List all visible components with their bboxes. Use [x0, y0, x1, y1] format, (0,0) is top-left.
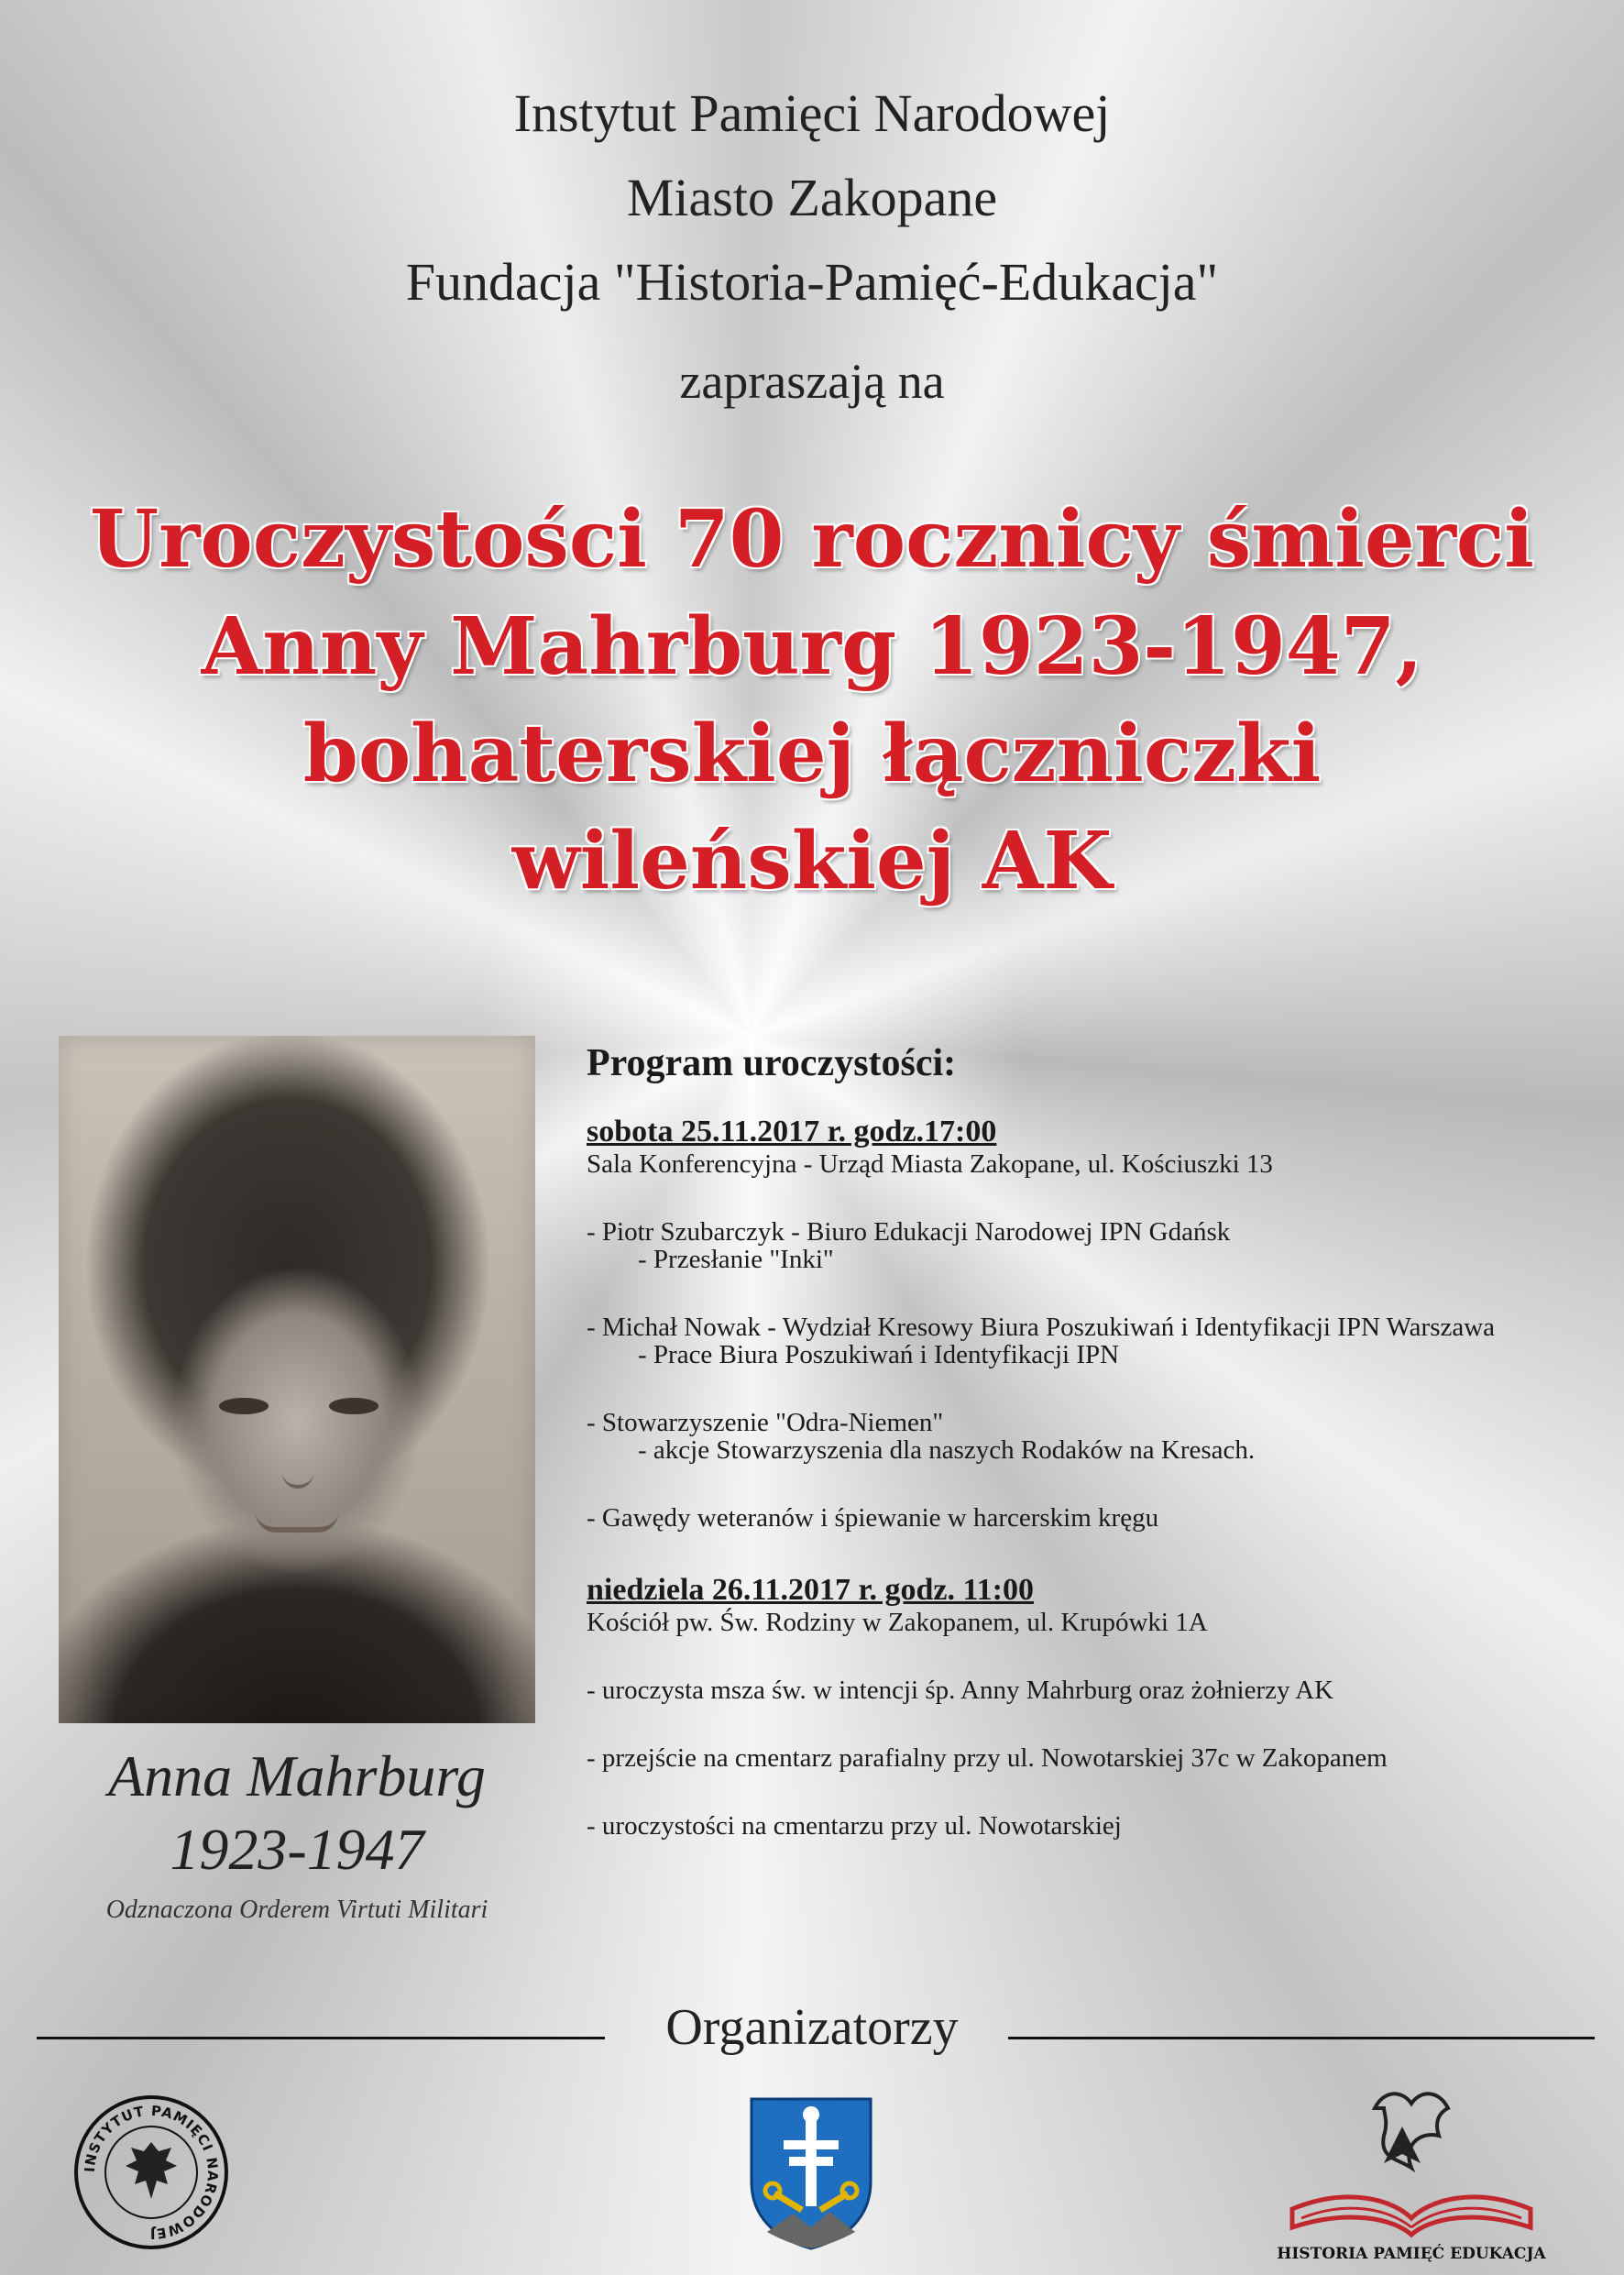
organizer-ipn: Instytut Pamięci Narodowej — [513, 83, 1111, 143]
hpe-foundation-logo-icon — [1265, 2081, 1558, 2264]
portrait-photo — [59, 1036, 535, 1723]
organizers-label: Organizatorzy — [665, 1999, 959, 2056]
photo-eye — [219, 1398, 269, 1414]
day1-item: - Michał Nowak - Wydział Kresowy Biura Poszukiwań i Identyfikacji IPN Warszawa — [587, 1313, 1496, 1342]
portrait-name: Anna Mahrburg — [108, 1743, 486, 1808]
organizers-block — [0, 71, 1624, 324]
zakopane-coat-of-arms-icon — [747, 2094, 875, 2250]
day2-item: - uroczysta msza św. w intencji śp. Anny Mahrburg oraz żołnierzy AK — [587, 1676, 1334, 1705]
day1-place: Sala Konferencyjna - Urząd Miasta Zakopane, ul. Kościuszki 13 — [587, 1149, 1273, 1179]
day2-item: - uroczystości na cmentarzu przy ul. Nowotarskiej — [587, 1811, 1122, 1841]
title-line: wileńskiej AK — [511, 815, 1113, 907]
hpe-logo-text: HISTORIA PAMIĘĆ EDUKACJA — [1277, 2245, 1546, 2263]
portrait-years: 1923-1947 — [170, 1817, 424, 1882]
invite-text: zapraszają na — [679, 354, 945, 409]
photo-nose — [282, 1430, 313, 1489]
organizer-zakopane: Miasto Zakopane — [626, 168, 998, 227]
day1-item: - Gawędy weteranów i śpiewanie w harcerskim kręgu — [587, 1503, 1159, 1533]
day2-date: niedziela 26.11.2017 r. godz. 11:00 — [587, 1573, 1034, 1607]
title-line: Anny Mahrburg 1923-1947, — [201, 600, 1423, 693]
program-heading: Program uroczystości: — [587, 1042, 957, 1084]
day2-item: - przejście na cmentarz parafialny przy ul. Nowotarskiej 37c w Zakopanem — [587, 1743, 1388, 1773]
day1-subitem: - akcje Stowarzyszenia dla naszych Rodaków na Kresach. — [638, 1435, 1256, 1465]
ipn-logo-text: INSTYTUT PAMIĘCI NARODOWEJ — [81, 2102, 222, 2243]
photo-eye — [329, 1398, 379, 1414]
program-section — [587, 1042, 1595, 1841]
day1-subitem: - Prace Biura Poszukiwań i Identyfikacji IPN — [638, 1340, 1120, 1369]
portrait-note: Odznaczona Orderem Virtuti Militari — [105, 1896, 488, 1924]
event-title — [0, 486, 1624, 915]
day1-subitem: - Przesłanie "Inki" — [638, 1245, 834, 1274]
day1-item: - Piotr Szubarczyk - Biuro Edukacji Narodowej IPN Gdańsk — [587, 1217, 1231, 1247]
photo-mouth — [256, 1512, 338, 1533]
ipn-logo-icon — [73, 2094, 229, 2250]
day1-item: - Stowarzyszenie "Odra-Niemen" — [587, 1408, 944, 1437]
day2-place: Kościół pw. Św. Rodziny w Zakopanem, ul. Krupówki 1A — [587, 1608, 1208, 1637]
title-line: Uroczystości 70 rocznicy śmierci — [90, 493, 1534, 586]
title-line: bohaterskiej łączniczki — [302, 708, 1322, 800]
day1-date: sobota 25.11.2017 r. godz.17:00 — [587, 1115, 997, 1148]
organizer-foundation: Fundacja "Historia-Pamięć-Edukacja" — [405, 252, 1219, 312]
